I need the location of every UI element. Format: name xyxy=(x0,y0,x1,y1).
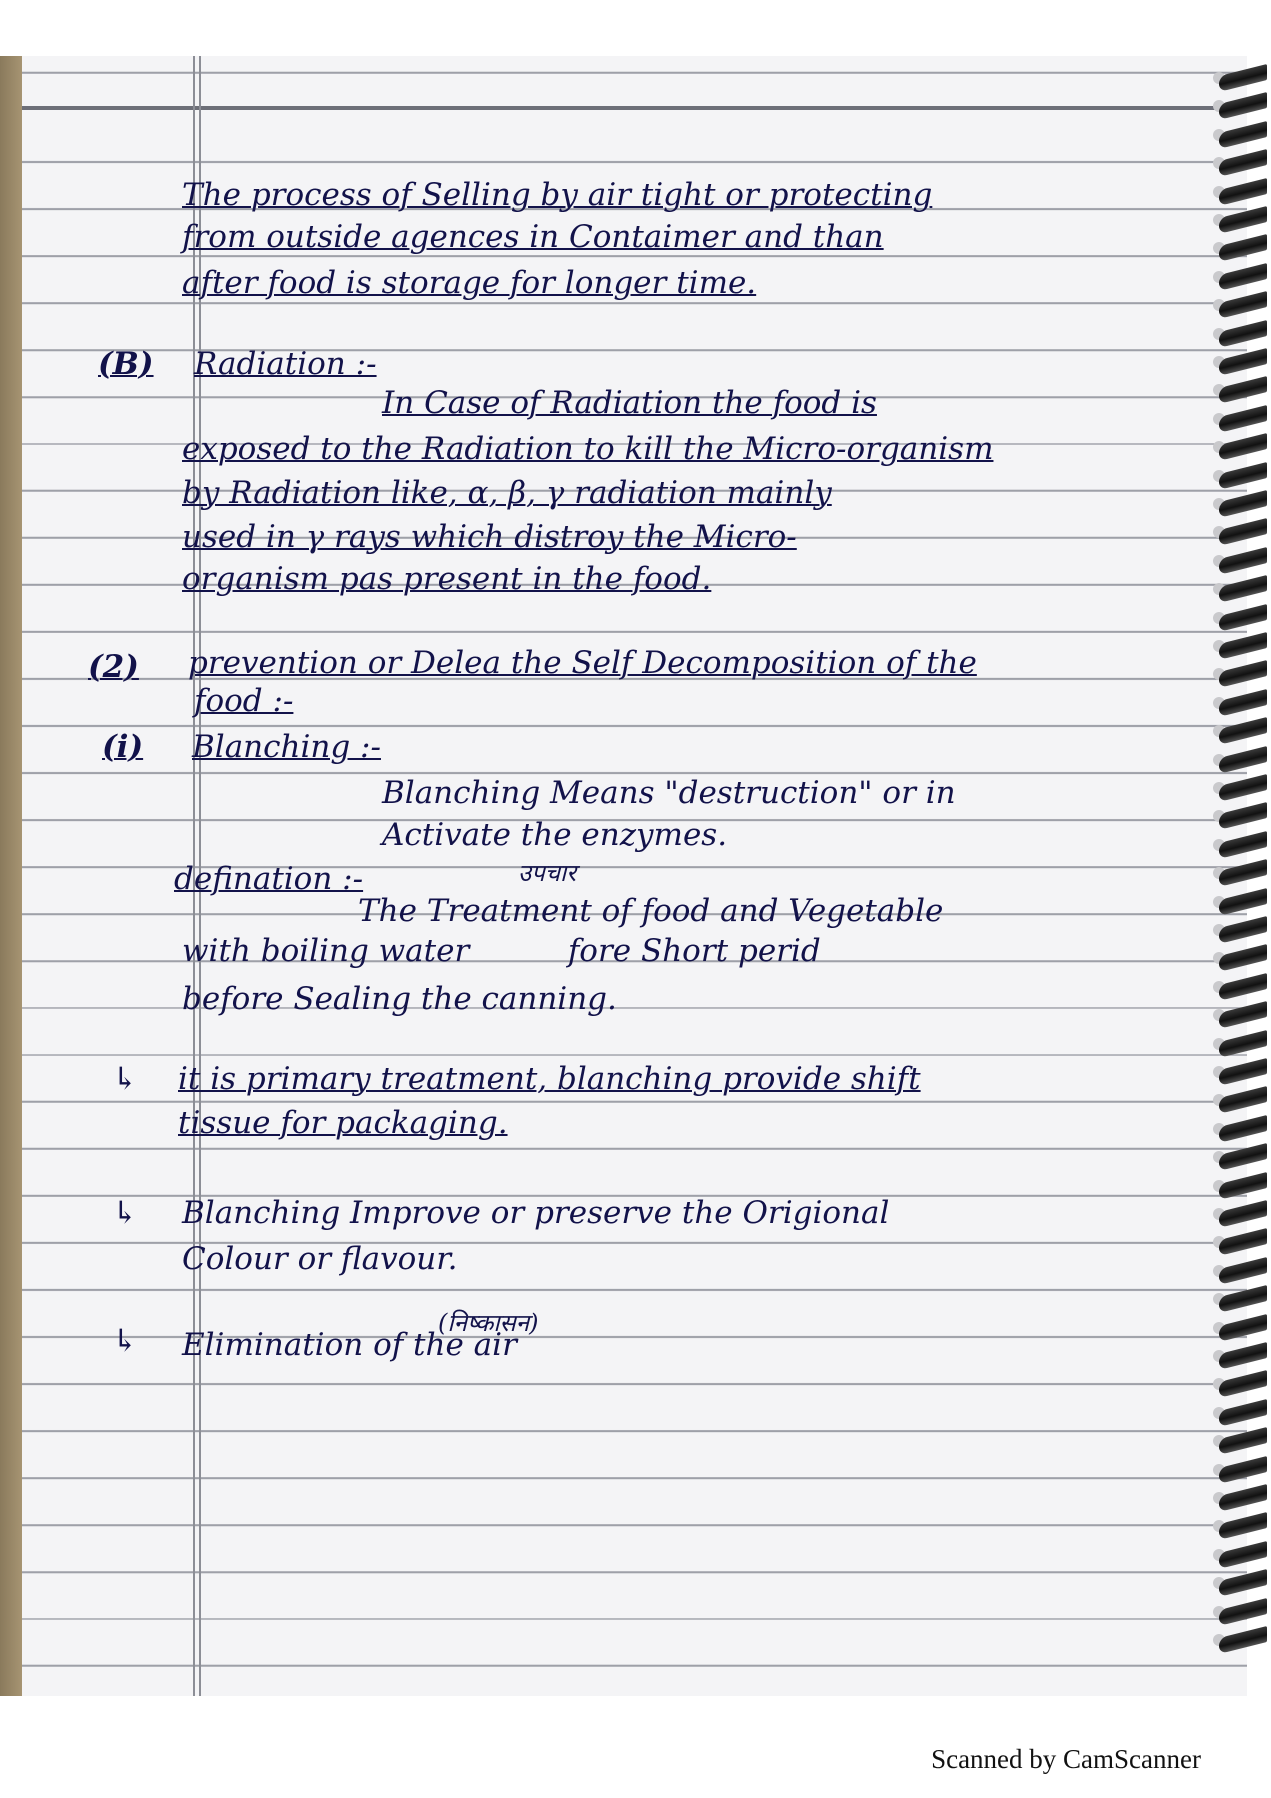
bullet-line: it is primary treatment, blanching provide shift xyxy=(178,1061,921,1097)
spiral-coil xyxy=(1219,1143,1267,1171)
spiral-coil xyxy=(1219,660,1267,688)
section-label: (i) xyxy=(102,729,144,765)
spiral-coil xyxy=(1219,263,1267,291)
note-line: after food is storage for longer time. xyxy=(182,265,757,301)
spiral-coil xyxy=(1219,121,1267,149)
bullet-line: Blanching Improve or preserve the Origional xyxy=(182,1195,890,1231)
section-label: (B) xyxy=(98,346,154,382)
spiral-coil xyxy=(1219,490,1267,518)
spiral-coil xyxy=(1219,1172,1267,1200)
arrow-icon: ↳ xyxy=(112,1061,138,1097)
spiral-coil xyxy=(1219,1484,1267,1512)
spiral-coil xyxy=(1219,405,1267,433)
note-line: organism pas present in the food. xyxy=(182,561,712,597)
spiral-coil xyxy=(1219,547,1267,575)
spiral-coil xyxy=(1219,1228,1267,1256)
spiral-coil xyxy=(1219,944,1267,972)
spiral-coil xyxy=(1219,1030,1267,1058)
section-heading: food :- xyxy=(194,683,294,719)
bullet-line: Colour or flavour. xyxy=(182,1241,458,1277)
spiral-coil xyxy=(1219,234,1267,262)
note-line: exposed to the Radiation to kill the Micro-organism xyxy=(182,431,994,467)
spiral-coil xyxy=(1219,149,1267,177)
spiral-coil xyxy=(1219,433,1267,461)
note-line: Blanching Means "destruction" or in xyxy=(382,775,956,811)
note-line: Activate the enzymes. xyxy=(382,817,728,853)
note-line: with boiling water fore Short perid xyxy=(182,933,821,969)
section-heading: prevention or Delea the Self Decomposition of the xyxy=(188,645,977,681)
spiral-coil xyxy=(1219,1285,1267,1313)
spiral-coil xyxy=(1219,1086,1267,1114)
spiral-coil xyxy=(1219,973,1267,1001)
table-background-edge xyxy=(0,56,22,1696)
spiral-coil xyxy=(1219,1569,1267,1597)
spiral-coil xyxy=(1219,1200,1267,1228)
notebook-sheet xyxy=(22,56,1247,1696)
note-line: before Sealing the canning. xyxy=(182,981,617,1017)
note-line: In Case of Radiation the food is xyxy=(382,385,877,421)
definition-heading: defination :- xyxy=(174,861,364,897)
spiral-coil xyxy=(1219,774,1267,802)
spiral-coil xyxy=(1219,746,1267,774)
spiral-binding xyxy=(1209,60,1271,1700)
spiral-coil xyxy=(1219,831,1267,859)
spiral-coil xyxy=(1219,64,1267,92)
arrow-icon: ↳ xyxy=(112,1323,138,1359)
note-line: from outside agences in Contaimer and than xyxy=(182,219,884,255)
note-line: used in γ rays which distroy the Micro- xyxy=(182,519,797,555)
spiral-coil xyxy=(1219,1314,1267,1342)
spiral-coil xyxy=(1219,1058,1267,1086)
spiral-coil xyxy=(1219,178,1267,206)
spiral-coil xyxy=(1219,717,1267,745)
spiral-coil xyxy=(1219,1626,1267,1654)
spiral-coil xyxy=(1219,888,1267,916)
spiral-coil xyxy=(1219,1598,1267,1626)
note-line: by Radiation like, α, β, γ radiation mainly xyxy=(182,475,832,511)
spiral-coil xyxy=(1219,1342,1267,1370)
spiral-coil xyxy=(1219,632,1267,660)
bullet-line: Elimination of the air xyxy=(182,1327,517,1363)
spiral-coil xyxy=(1219,1257,1267,1285)
note-line: The Treatment of food and Vegetable xyxy=(358,893,944,929)
spiral-coil xyxy=(1219,1370,1267,1398)
spiral-coil xyxy=(1219,604,1267,632)
spiral-coil xyxy=(1219,206,1267,234)
spiral-coil xyxy=(1219,575,1267,603)
header-rule xyxy=(22,106,1247,110)
bullet-line: tissue for packaging. xyxy=(178,1105,508,1141)
spiral-coil xyxy=(1219,916,1267,944)
spiral-coil xyxy=(1219,802,1267,830)
spiral-coil xyxy=(1219,1115,1267,1143)
spiral-coil xyxy=(1219,462,1267,490)
spiral-coil xyxy=(1219,1399,1267,1427)
hindi-annotation: उपचार xyxy=(518,859,577,887)
spiral-coil xyxy=(1219,1456,1267,1484)
section-heading: Blanching :- xyxy=(192,729,381,765)
scan-top-margin xyxy=(0,0,1271,56)
spiral-coil xyxy=(1219,348,1267,376)
camscanner-watermark: Scanned by CamScanner xyxy=(931,1744,1201,1774)
section-label: (2) xyxy=(88,649,139,685)
spiral-coil xyxy=(1219,1001,1267,1029)
arrow-icon: ↳ xyxy=(112,1195,138,1231)
spiral-coil xyxy=(1219,1512,1267,1540)
section-heading: Radiation :- xyxy=(194,346,377,382)
spiral-coil xyxy=(1219,92,1267,120)
spiral-coil xyxy=(1219,689,1267,717)
spiral-coil xyxy=(1219,320,1267,348)
spiral-coil xyxy=(1219,1541,1267,1569)
spiral-coil xyxy=(1219,518,1267,546)
spiral-coil xyxy=(1219,1427,1267,1455)
hindi-annotation: (निष्कासन) xyxy=(438,1309,539,1337)
note-line: The process of Selling by air tight or protecting xyxy=(182,177,933,213)
spiral-coil xyxy=(1219,291,1267,319)
spiral-coil xyxy=(1219,376,1267,404)
spiral-coil xyxy=(1219,859,1267,887)
